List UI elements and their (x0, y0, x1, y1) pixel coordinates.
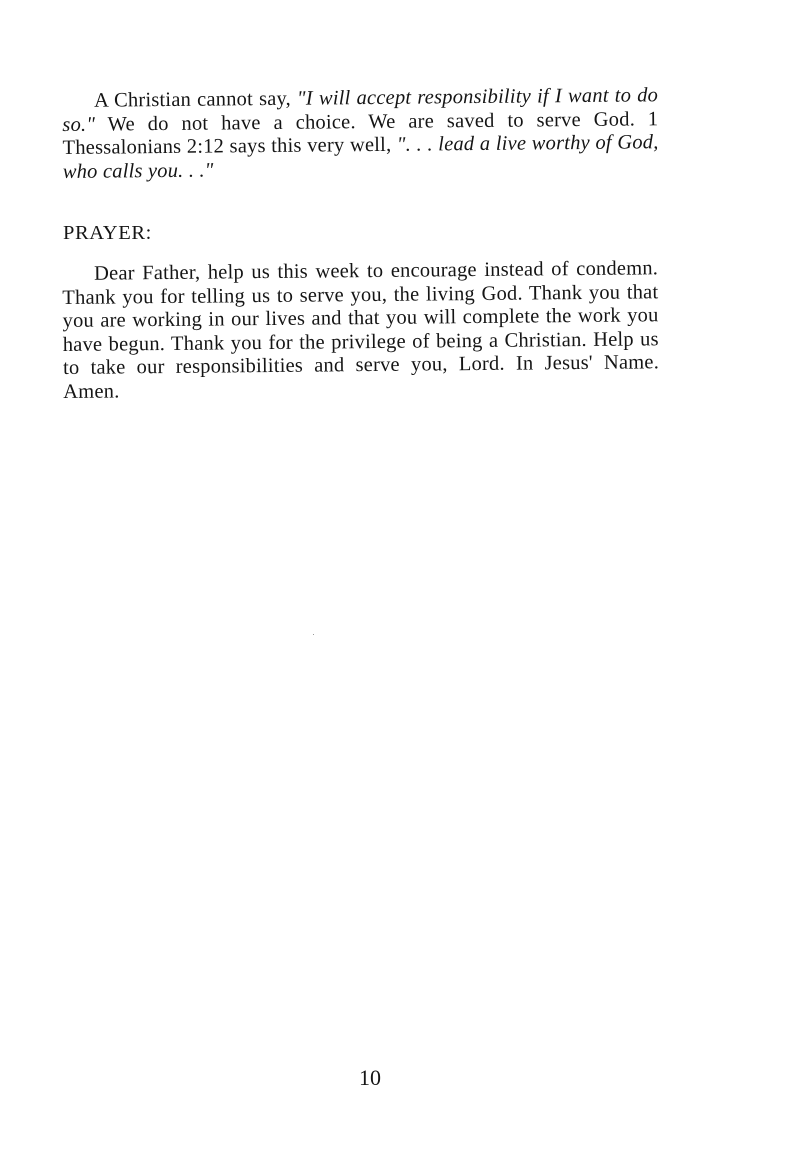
prayer-paragraph: Dear Father, help us this week to encourage instead of condemn. Thank you for telling us to serve you, the living God. Thank you that you are working in our lives and that you will complete the work you have begun. Thank you for the privilege of being a Christian. Help us to take our responsibilities and serve you, Lord. In Jesus' Name. Amen. (62, 257, 660, 403)
italic-quote: "I will accept responsibility if I want to do so." (62, 84, 659, 136)
paragraph-text: A Christian cannot say, (93, 87, 298, 112)
section-heading: PRAYER: (63, 222, 152, 244)
paragraph-text: We do not have a choice. We are saved to serve God. 1 Thessalonians 2:12 says this very well, (62, 107, 659, 160)
scan-speck (313, 634, 314, 635)
page-number: 10 (359, 1065, 381, 1090)
body-paragraph (62, 84, 659, 184)
scripture-quote: ". . . lead a live worthy of God, who calls you. . ." (62, 131, 659, 183)
